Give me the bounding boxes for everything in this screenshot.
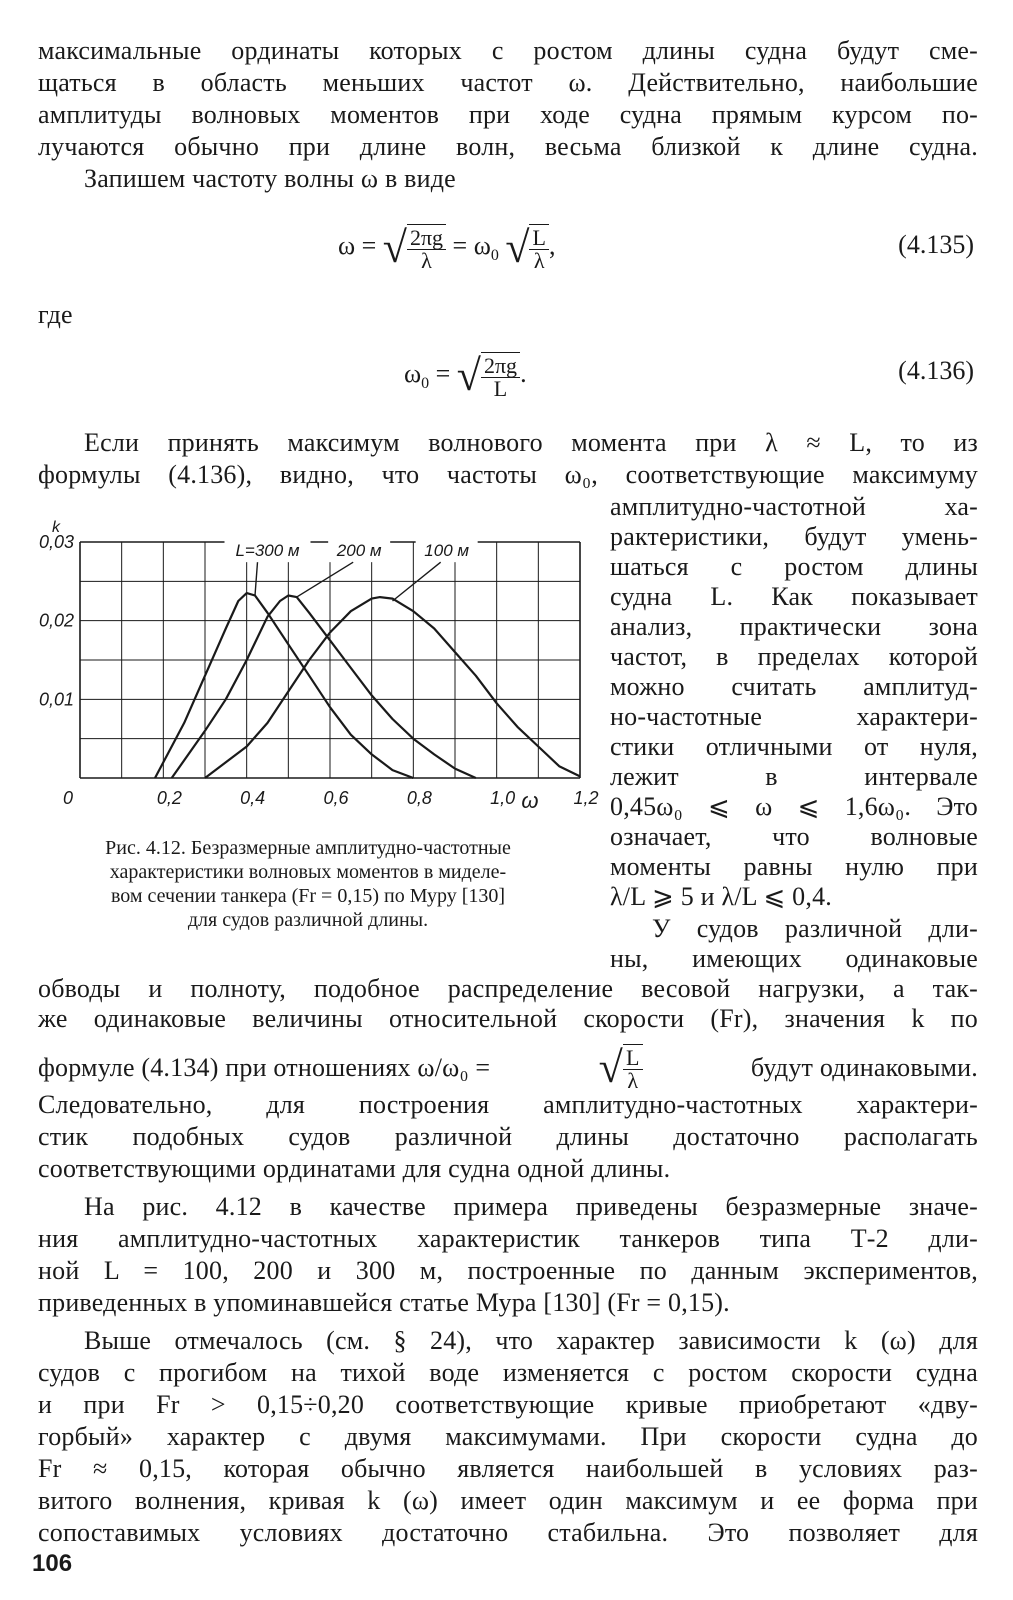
text-line: На рис. 4.12 в качестве примера приведены безразмерные значе- [84, 1192, 978, 1221]
text-line: означает, что волновые [610, 822, 978, 851]
caption-line: для судов различной длины. [187, 909, 429, 931]
equation-number: (4.135) [898, 230, 974, 259]
eq-sub: 0 [490, 247, 499, 265]
series-label: 100 м [424, 541, 470, 561]
eq-frac-den: λ [421, 248, 432, 273]
series-curve [205, 597, 580, 778]
text-line: лежит в интервале [610, 762, 978, 791]
page-number: 106 [32, 1550, 73, 1577]
eq-sub: 0 [421, 375, 430, 393]
eq-frac-den: λ [533, 248, 545, 273]
eq-frac-den: λ [627, 1068, 639, 1093]
text-line: Следовательно, для построения амплитудно-частотных характери- [38, 1090, 978, 1119]
figure-4-12-chart [28, 519, 599, 840]
eq-frac-num: L [623, 1047, 643, 1070]
series-curve [172, 596, 476, 779]
text-line: Выше отмечалось (см. § 24), что характер зависимости k (ω) для [84, 1326, 978, 1355]
eq-sign: = [435, 358, 451, 388]
text-line: ны, имеющих одинаковые [610, 944, 978, 973]
x-tick-label: 0,2 [156, 788, 182, 808]
text-line: λ/L ⩾ 5 и λ/L ⩽ 0,4. [610, 882, 832, 911]
text-line: 0,45ω₀ ⩽ ω ⩽ 1,6ω₀. Это [610, 792, 978, 821]
eq-tail: , [548, 230, 556, 260]
x-tick-label: 1,0 [490, 788, 516, 808]
text-line: стик подобных судов различной длины достаточно располагать [38, 1122, 978, 1151]
text-line: частот, в пределах которой [610, 642, 978, 671]
text-line: лучаются обычно при длине волн, весьма близкой к длине судна. [38, 132, 978, 161]
equation-line-4-134 [38, 1044, 978, 1092]
x-tick-label: 0,8 [406, 788, 432, 808]
text-line: стики отличными от нуля, [610, 732, 978, 761]
text-line: и при Fr > 0,15÷0,20 соответствующие кривые приобретают «дву- [38, 1390, 978, 1419]
eq-frac-num: 2πg [481, 355, 520, 378]
x-tick-label: 0,6 [323, 788, 349, 808]
text-line: анализ, практически зона [610, 612, 978, 641]
x-tick-label: 1,2 [573, 788, 599, 808]
eq-lhs: ω [404, 358, 422, 388]
series-label-leader [297, 562, 354, 597]
sqrt-symbol: √ [456, 351, 481, 400]
y-axis-label: k [52, 519, 60, 536]
x-tick-label: 0,4 [240, 788, 266, 808]
figure-caption [28, 836, 588, 932]
eq-mid: = ω [452, 230, 491, 260]
caption-line: вом сечении танкера (Fr = 0,15) по Муру [130] [110, 885, 506, 907]
x-tick-label: 0 [62, 788, 74, 808]
sqrt-symbol: √ [598, 1043, 623, 1092]
text-line: сопоставимых условиях достаточно стабильна. Это позволяет для [38, 1518, 978, 1547]
text-line: же одинаковые величины относительной скорости (Fr), значения k по [38, 1004, 978, 1033]
text-line: судов с прогибом на тихой воде изменяется с ростом скорости судна [38, 1358, 978, 1387]
text-line: судна L. Как показывает [610, 582, 978, 611]
text-line: где [38, 300, 73, 329]
series-label: L=300 м [235, 541, 300, 561]
text-line: Запишем частоту волны ω в виде [84, 164, 456, 193]
eq-text-before: формуле (4.134) при отношениях ω/ω₀ = [38, 1053, 491, 1082]
x-axis-label: ω [521, 788, 539, 813]
sqrt-symbol: √ [505, 223, 530, 272]
equation-4-136 [404, 352, 527, 400]
eq-frac-den: L [493, 376, 508, 401]
text-line: моменты равны нулю при [610, 852, 978, 881]
text-line: можно считать амплитуд- [610, 672, 978, 701]
caption-line: характеристики волновых моментов в миделе- [109, 861, 507, 883]
sqrt-symbol: √ [382, 223, 407, 272]
text-line: приведенных в упоминавшейся статье Мура [130] (Fr = 0,15). [38, 1288, 730, 1317]
caption-line: Рис. 4.12. Безразмерные амплитудно-частотные [105, 837, 511, 859]
text-line: обводы и полноту, подобное распределение весовой нагрузки, а так- [38, 974, 978, 1003]
eq-frac-num: 2πg [407, 227, 446, 250]
y-tick-label: 0,01 [38, 689, 74, 710]
text-line: щаться в область меньших частот ω. Действительно, наибольшие [38, 68, 978, 97]
text-line: ной L = 100, 200 и 300 м, построенные по данным экспериментов, [38, 1256, 978, 1285]
text-line: ния амплитудно-частотных характеристик танкеров типа Т-2 дли- [38, 1224, 978, 1253]
equation-number: (4.136) [898, 356, 974, 385]
text-line: амплитудно-частотной ха- [610, 492, 978, 521]
eq-text-after: будут одинаковыми. [750, 1053, 978, 1082]
series-label: 200 м [336, 541, 382, 561]
text-line: Если принять максимум волнового момента при λ ≈ L, то из [84, 428, 978, 457]
text-line: рактеристики, будут умень- [610, 522, 978, 551]
text-line: максимальные ординаты которых с ростом длины судна будут сме- [38, 36, 978, 65]
eq-lhs: ω = [338, 230, 377, 260]
series-label-leader [255, 562, 258, 595]
y-tick-label: 0,03 [38, 532, 74, 552]
text-line: формулы (4.136), видно, что частоты ω₀, соответствующие максимуму [38, 460, 978, 489]
text-line: соответствующими ординатами для судна одной длины. [38, 1154, 671, 1183]
text-line: амплитуды волновых моментов при ходе судна прямым курсом по- [38, 100, 978, 129]
text-line: Fr ≈ 0,15, которая обычно является наибольшей в условиях раз- [38, 1454, 978, 1483]
text-line: витого волнения, кривая k (ω) имеет один максимум и ее форма при [38, 1486, 978, 1515]
y-tick-label: 0,02 [38, 610, 74, 631]
text-line: но-частотные характери- [610, 702, 978, 731]
text-line: У судов различной дли- [652, 914, 978, 943]
equation-4-135 [338, 224, 555, 272]
text-line: горбый» характер с двумя максимумами. При скорости судна до [38, 1422, 978, 1451]
eq-frac-num: L [529, 227, 548, 250]
text-line: шаться с ростом длины [610, 552, 978, 581]
eq-tail: . [520, 358, 527, 388]
